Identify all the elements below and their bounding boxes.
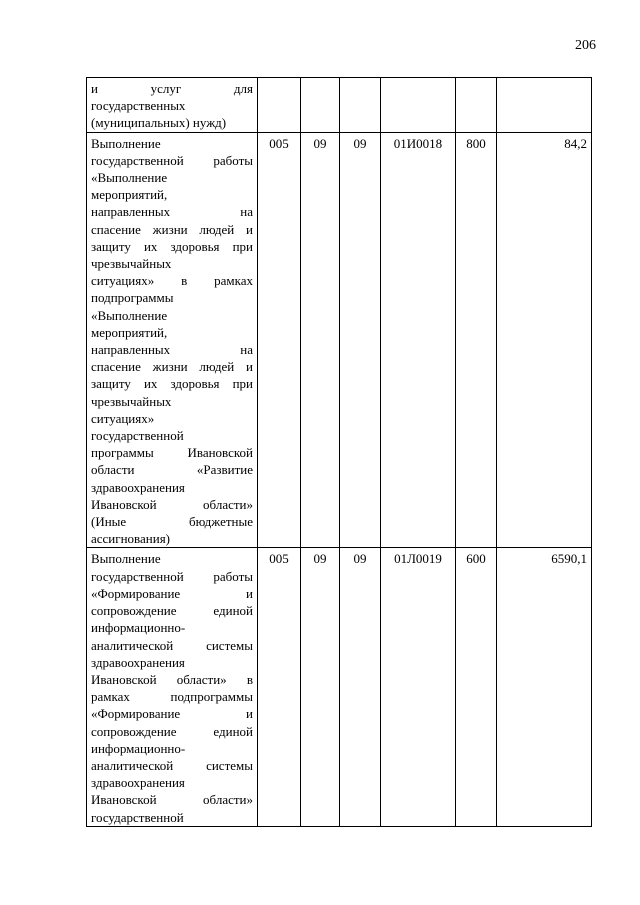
target-article-cell: 01И0018 [381, 132, 456, 548]
expense-type-cell [456, 78, 497, 133]
description-line: ситуациях» [91, 410, 155, 426]
amount-cell: 6590,1 [497, 548, 592, 826]
description-line: подпрограммы [91, 290, 174, 306]
table-row [87, 132, 592, 548]
description-line: ассигнования) [91, 531, 171, 547]
description-line: ситуациях» в рамках [91, 273, 253, 289]
description-line: направленных на [91, 204, 253, 220]
description-line: Выполнение [91, 551, 161, 567]
description-line: государственной работы [91, 152, 253, 168]
description-line: государственной работы [91, 568, 253, 584]
description-line: защиту их здоровья при [91, 238, 253, 254]
description-line: здравоохранения [91, 654, 185, 670]
page-number: 206 [575, 38, 596, 53]
description-line: программы Ивановской [91, 445, 253, 461]
subsection-code-cell [340, 78, 381, 133]
description-line: Ивановской области» в [91, 671, 253, 687]
description-line: чрезвычайных [91, 256, 172, 272]
description-line: (Иные бюджетные [91, 514, 253, 530]
target-article-cell: 01Л0019 [381, 548, 456, 826]
ministry-code-cell: 005 [258, 132, 301, 548]
section-code-cell: 09 [301, 548, 340, 826]
ministry-code-cell: 005 [258, 548, 301, 826]
description-line: чрезвычайных [91, 393, 172, 409]
description-line: Ивановской области» [91, 792, 253, 808]
section-code-cell: 09 [301, 132, 340, 548]
subsection-code-cell: 09 [340, 548, 381, 826]
description-line: государственной [91, 809, 184, 825]
description-line: информационно- [91, 620, 186, 636]
description-line: государственной [91, 428, 184, 444]
description-line: сопровождение единой [91, 723, 253, 739]
subsection-code-cell: 09 [340, 132, 381, 548]
budget-table-body [87, 78, 592, 827]
description-line: «Формирование и [91, 706, 253, 722]
ministry-code-cell [258, 78, 301, 133]
description-line: направленных на [91, 342, 253, 358]
description-line: мероприятий, [91, 187, 168, 203]
description-cell [87, 78, 258, 133]
description-cell [87, 132, 258, 548]
description-line: защиту их здоровья при [91, 376, 253, 392]
description-line: сопровождение единой [91, 603, 253, 619]
description-line: аналитической системы [91, 637, 253, 653]
expense-type-cell: 800 [456, 132, 497, 548]
budget-table [86, 77, 592, 827]
description-line: Ивановской области» [91, 496, 253, 512]
description-line: спасение жизни людей и [91, 221, 253, 237]
expense-type-cell: 600 [456, 548, 497, 826]
amount-cell: 84,2 [497, 132, 592, 548]
description-line: информационно- [91, 740, 186, 756]
description-line: области «Развитие [91, 462, 253, 478]
description-line: «Выполнение [91, 170, 168, 186]
table-row [87, 548, 592, 826]
description-line: (муниципальных) нужд) [91, 115, 227, 131]
target-article-cell [381, 78, 456, 133]
description-line: «Выполнение [91, 307, 168, 323]
description-line: государственных [91, 98, 186, 114]
description-line: здравоохранения [91, 479, 185, 495]
description-line: рамках подпрограммы [91, 689, 253, 705]
description-line: спасение жизни людей и [91, 359, 253, 375]
description-line: Выполнение [91, 135, 161, 151]
description-line: аналитической системы [91, 757, 253, 773]
description-line: здравоохранения [91, 775, 185, 791]
description-line: и услуг для [91, 81, 253, 96]
section-code-cell [301, 78, 340, 133]
table-row [87, 78, 592, 133]
amount-cell [497, 78, 592, 133]
description-line: «Формирование и [91, 585, 253, 601]
description-line: мероприятий, [91, 324, 168, 340]
description-cell [87, 548, 258, 826]
